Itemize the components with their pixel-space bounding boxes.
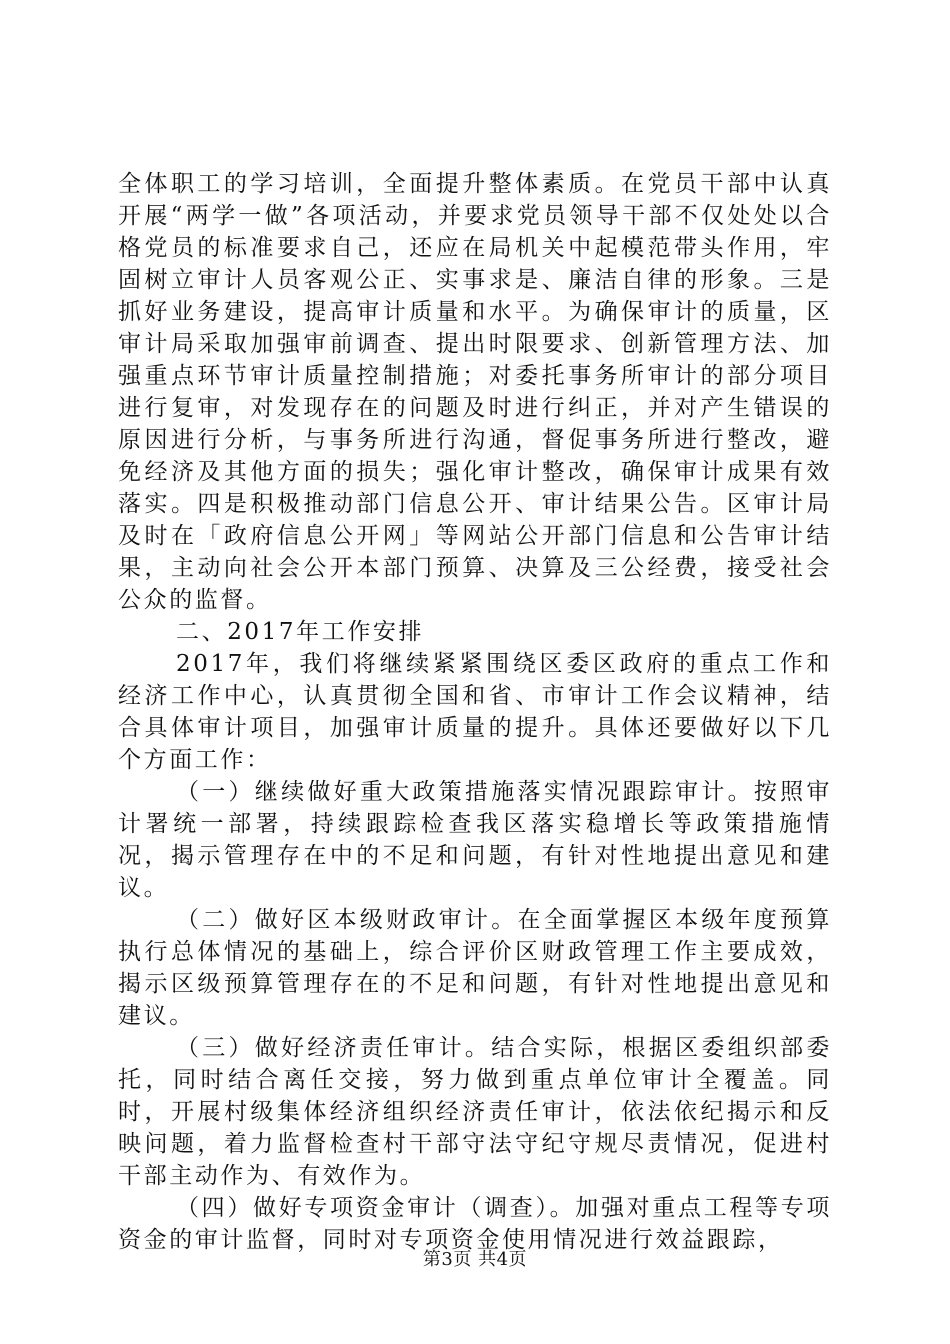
paragraph-item-2: （二）做好区本级财政审计。在全面掌握区本级年度预算执行总体情况的基础上，综合评价区财政管理工作主要成效，揭示区级预算管理存在的不足和问题，有针对性地提出意见和建议。 [118,907,832,1029]
paragraph-work-summary: 全体职工的学习培训，全面提升整体素质。在党员干部中认真开展“两学一做”各项活动，并要求党员领导干部不仅处处以合格党员的标准要求自己，还应在局机关中起模范带头作用，牢固树立审计人员客观公正、实事求是、廉洁自律的形象。三是抓好业务建设，提高审计质量和水平。为确保审计的质量，区审计局采取加强审前调查、提出时限要求、创新管理方法、加强重点环节审计质量控制措施；对委托事务所审计的部分项目进行复审，对发现存在的问题及时进行纠正，并对产生错误的原因进行分析，与事务所进行沟通，督促事务所进行整改，避免经济及其他方面的损失；强化审计整改，确保审计成果有效落实。四是积极推动部门信息公开、审计结果公告。区审计局及时在「政府信息公开网」等网站公开部门信息和公告审计结果，主动向社会公开本部门预算、决算及三公经费，接受社会公众的监督。 [118,171,832,613]
paragraph-item-1: （一）继续做好重大政策措施落实情况跟踪审计。按照审计署统一部署，持续跟踪检查我区落实稳增长等政策措施情况，揭示管理存在中的不足和问题，有针对性地提出意见和建议。 [118,779,832,901]
document-body [118,168,832,1256]
paragraph-item-4: （四）做好专项资金审计（调查）。加强对重点工程等专项资金的审计监督，同时对专项资金使用情况进行效益跟踪， [118,1195,832,1253]
section-heading-2017-plan: 二、2017年工作安排 [176,619,425,645]
page-number-footer: 第3页 共4页 [422,1249,528,1270]
paragraph-item-3: （三）做好经济责任审计。结合实际，根据区委组织部委托，同时结合离任交接，努力做到重点单位审计全覆盖。同时，开展村级集体经济组织经济责任审计，依法依纪揭示和反映问题，着力监督检查村干部守法守纪守规尽责情况，促进村干部主动作为、有效作为。 [118,1035,832,1189]
paragraph-2017-overview: 2017年，我们将继续紧紧围绕区委区政府的重点工作和经济工作中心，认真贯彻全国和省、市审计工作会议精神，结合具体审计项目，加强审计质量的提升。具体还要做好以下几个方面工作： [118,651,832,773]
